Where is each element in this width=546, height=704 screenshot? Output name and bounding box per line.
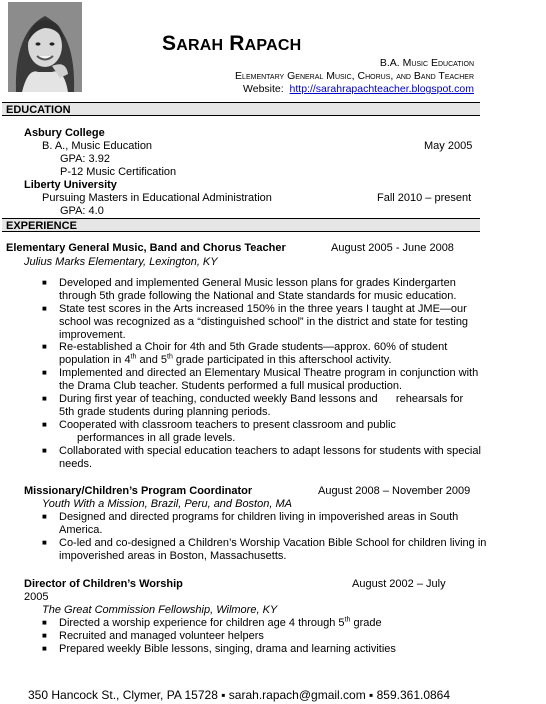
list-item: Designed and directed programs for children living in impoverished areas in South America. [59, 511, 459, 536]
list-item: During first year of teaching, conducted weekly Band lessons and rehearsals for 5th grade students during planning periods. [59, 393, 464, 418]
list-item: Collaborated with special education teachers to adapt lessons for students with special needs. [59, 445, 481, 470]
certification-text: P-12 Music Certification [60, 166, 177, 178]
profile-photo [8, 2, 82, 92]
bullet-icon: ■ [42, 342, 47, 351]
degree-text: B. A., Music Education [42, 140, 153, 152]
degree-date: Fall 2010 – present [377, 192, 472, 204]
school-name: Liberty University [24, 179, 117, 191]
bullet-icon: ■ [42, 644, 47, 653]
experience-heading: EXPERIENCE [2, 218, 480, 232]
job-title: Director of Children’s Worship [24, 578, 183, 590]
job-dates: August 2005 - June 2008 [331, 242, 454, 254]
list-item: Re-established a Choir for 4th and 5th Grade students—approx. 60% of student population in 4th and 5th grade participated in this afterschool activity. [59, 341, 448, 366]
list-item: Directed a worship experience for children age 4 through 5th grade [59, 616, 382, 629]
job-title: Elementary General Music, Band and Chorus Teacher [6, 242, 286, 254]
website-label: Website: [243, 83, 284, 95]
bullet-icon: ■ [42, 394, 47, 403]
bullet-icon: ■ [42, 278, 47, 287]
list-item: Cooperated with classroom teachers to present classroom and public performances in all grade levels. [59, 419, 396, 444]
gpa-text: GPA: 4.0 [60, 205, 104, 217]
bullet-icon: ■ [42, 538, 47, 547]
bullet-icon: ■ [42, 618, 47, 627]
bullet-icon: ■ [42, 446, 47, 455]
candidate-name: SARAH RAPACH [162, 32, 302, 55]
list-item: Recruited and managed volunteer helpers [59, 630, 264, 642]
job-dates-year: 2005 [24, 591, 49, 603]
website-line [243, 83, 474, 95]
job-title: Missionary/Children’s Program Coordinator [24, 485, 253, 497]
job-organization: The Great Commission Fellowship, Wilmore, KY [42, 604, 278, 616]
focus-line: Elementary General Music, Chorus, and Band Teacher [235, 70, 474, 82]
job-organization: Youth With a Mission, Brazil, Peru, and Boston, MA [42, 498, 292, 510]
bullet-icon: ■ [42, 420, 47, 429]
education-heading: EDUCATION [2, 102, 480, 116]
bullet-icon: ■ [42, 304, 47, 313]
job-dates: August 2008 – November 2009 [318, 485, 471, 497]
list-item: Prepared weekly Bible lessons, singing, drama and learning activities [59, 643, 396, 655]
school-name: Asbury College [24, 127, 105, 139]
website-link[interactable]: http://sarahrapachteacher.blogspot.com [289, 83, 474, 95]
bullet-icon: ■ [42, 368, 47, 377]
bullet-icon: ■ [42, 512, 47, 521]
job-organization: Julius Marks Elementary, Lexington, KY [24, 256, 218, 268]
list-item: Co-led and co-designed a Children’s Worship Vacation Bible School for children living in impoverished areas in Boston, Massachusetts. [59, 537, 487, 562]
gpa-text: GPA: 3.92 [60, 153, 110, 165]
portrait-image [8, 2, 82, 92]
bullet-icon: ■ [42, 631, 47, 640]
contact-footer: 350 Hancock St., Clymer, PA 15728 ▪ sarah.rapach@gmail.com ▪ 859.361.0864 [28, 688, 451, 702]
job-dates: August 2002 – July [352, 578, 446, 590]
list-item: Developed and implemented General Music lesson plans for grades Kindergarten through 5th grade following the National and State standards for music education. [59, 277, 457, 302]
degree-date: May 2005 [424, 140, 473, 152]
degree-text: Pursuing Masters in Educational Administration [42, 192, 272, 204]
list-item: State test scores in the Arts increased 150% in the three years I taught at JME—our school was recognized as a “distinguished school” in the district and state for testing improvement. [59, 303, 469, 341]
list-item: Implemented and directed an Elementary Musical Theatre program in conjunction with the Drama Club teacher. Students performed a full musical production. [59, 367, 479, 392]
degree-line: B.A. Music Education [379, 57, 474, 69]
